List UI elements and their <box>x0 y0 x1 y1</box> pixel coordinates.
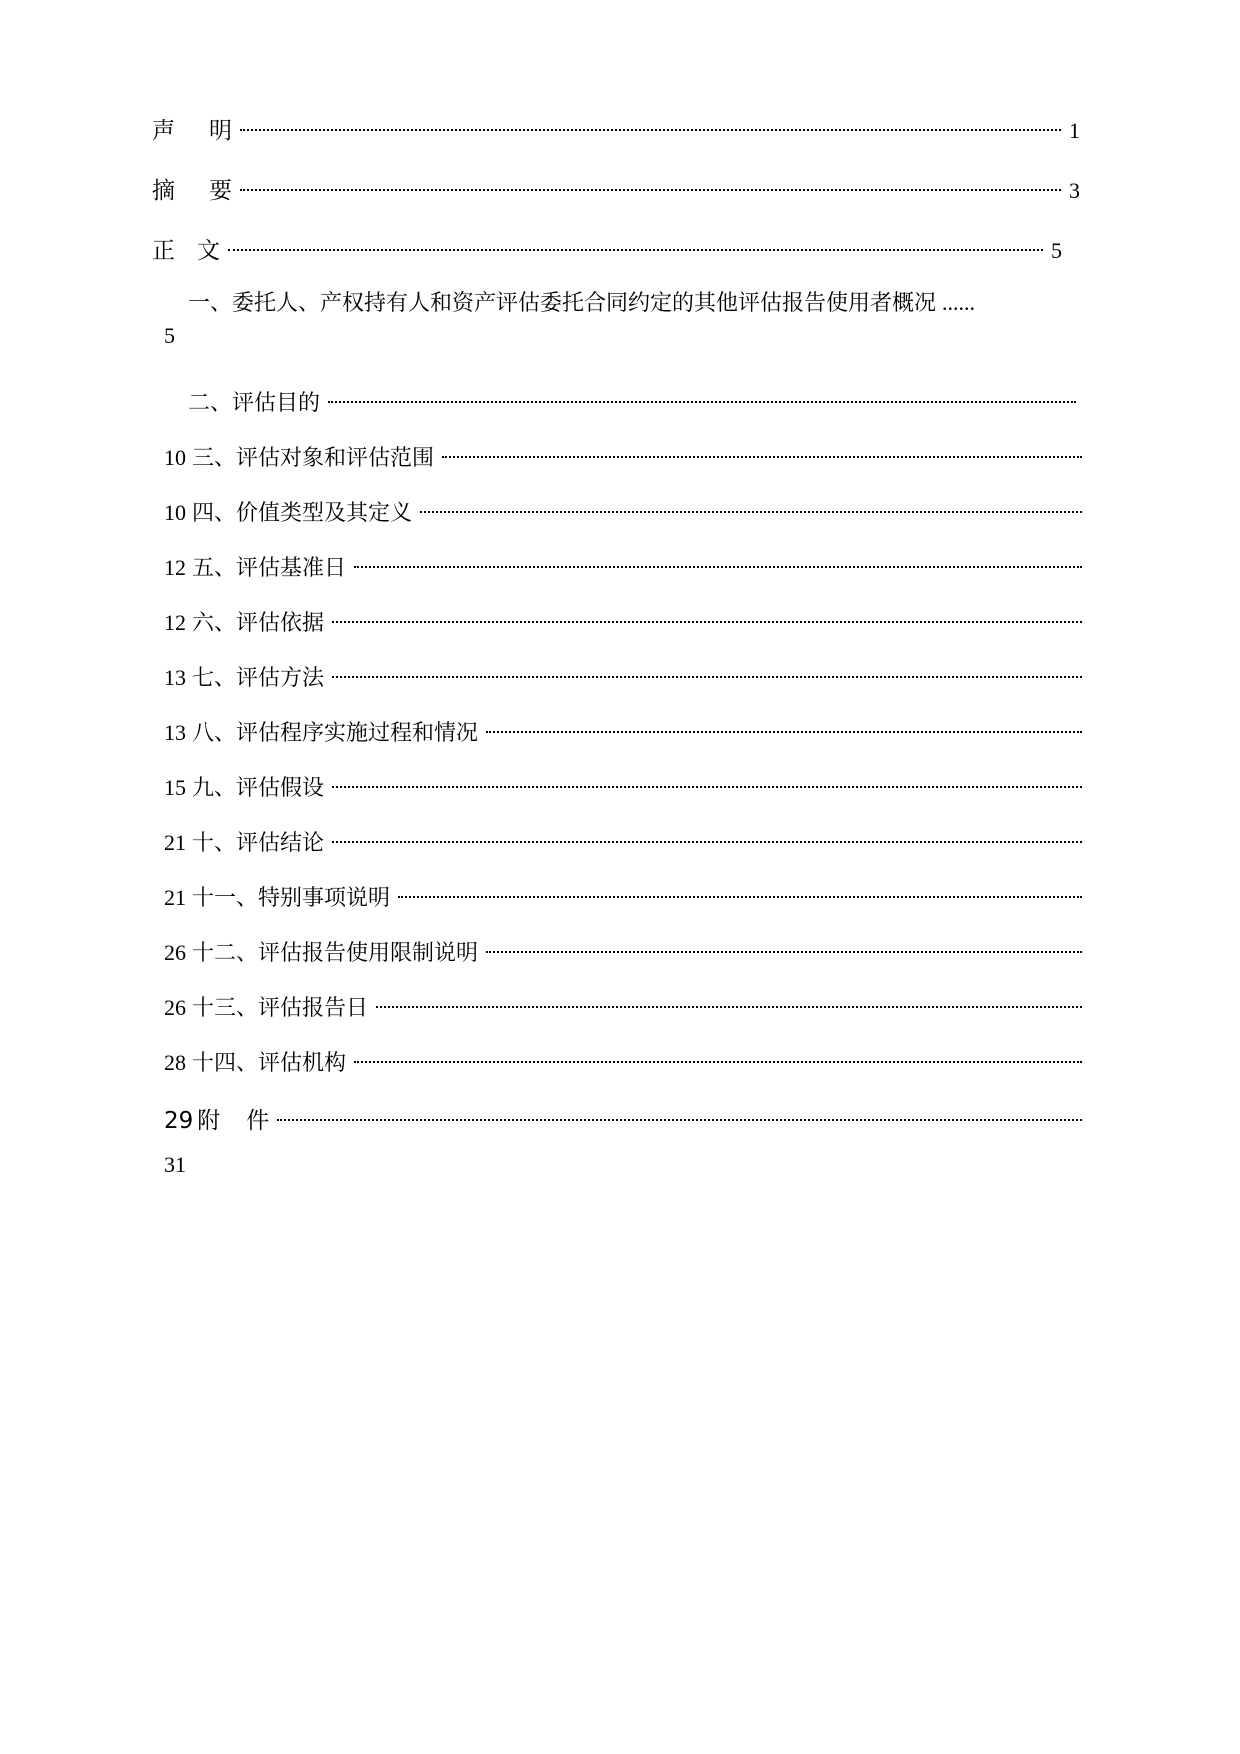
toc-previous-page-number: 10 <box>164 500 186 525</box>
toc-entry-label: 声 明 <box>152 118 232 144</box>
toc-entry-section-9[interactable] <box>164 765 1082 803</box>
toc-previous-page-number: 15 <box>164 775 186 800</box>
dot-leader <box>442 435 1082 465</box>
toc-entry-label: 十、评估结论 <box>192 830 325 855</box>
toc-previous-page-number: 26 <box>164 995 186 1020</box>
toc-entry-section-5[interactable] <box>164 545 1082 583</box>
dot-leader <box>420 490 1082 520</box>
toc-previous-page-number: 29 <box>164 1108 194 1134</box>
dot-leader <box>486 710 1082 740</box>
dot-leader <box>398 875 1082 905</box>
toc-entry-label: 四、价值类型及其定义 <box>192 500 413 525</box>
toc-previous-page-number: 12 <box>164 610 186 635</box>
toc-entry-statement[interactable] <box>152 108 1080 146</box>
toc-previous-page-number: 13 <box>164 720 186 745</box>
toc-entry-label: 十二、评估报告使用限制说明 <box>192 940 479 965</box>
toc-entry-section-13[interactable] <box>164 985 1082 1023</box>
dot-leader <box>228 228 1043 258</box>
toc-previous-page-number: 13 <box>164 665 186 690</box>
dot-leader <box>277 1098 1082 1128</box>
dot-leader <box>332 765 1082 795</box>
toc-entry-label: 十四、评估机构 <box>192 1050 347 1075</box>
toc-entry-label: 八、评估程序实施过程和情况 <box>192 720 479 745</box>
dot-leader <box>240 168 1061 198</box>
toc-entry-section-2[interactable] <box>188 380 1076 418</box>
dot-leader <box>328 380 1076 410</box>
dot-leader <box>354 545 1082 575</box>
toc-previous-page-number: 10 <box>164 445 186 470</box>
toc-entry-section-11[interactable] <box>164 875 1082 913</box>
toc-previous-page-number: 21 <box>164 830 186 855</box>
toc-previous-page-number: 26 <box>164 940 186 965</box>
toc-entry-section-10[interactable] <box>164 820 1082 858</box>
toc-entry-main-text[interactable] <box>152 228 1062 266</box>
toc-entry-label: 六、评估依据 <box>192 610 325 635</box>
toc-entry-appendix[interactable] <box>164 1098 1082 1136</box>
toc-wrapped-page-number: 31 <box>164 1152 186 1177</box>
toc-entry-section-14[interactable] <box>164 1040 1082 1078</box>
dot-leader: ...... <box>942 290 976 315</box>
toc-entry-section-4[interactable] <box>164 490 1082 528</box>
toc-entry-label: 正 文 <box>152 238 220 264</box>
dot-leader <box>332 820 1082 850</box>
dot-leader <box>486 930 1082 960</box>
toc-entry-label: 三、评估对象和评估范围 <box>192 445 435 470</box>
toc-entry-section-1[interactable] <box>188 288 1088 318</box>
toc-entry-section-3[interactable] <box>164 435 1082 473</box>
toc-entry-label: 十一、特别事项说明 <box>192 885 391 910</box>
dot-leader <box>332 600 1082 630</box>
toc-page-number: 1 <box>1069 118 1080 143</box>
toc-wrapped-page-number: 5 <box>164 323 175 348</box>
toc-entry-label: 五、评估基准日 <box>192 555 347 580</box>
toc-entry-label: 附 件 <box>197 1108 270 1134</box>
dot-leader <box>332 655 1082 685</box>
toc-entry-label: 摘 要 <box>152 178 232 204</box>
dot-leader <box>354 1040 1082 1070</box>
toc-entry-abstract[interactable] <box>152 168 1080 206</box>
toc-previous-page-number: 21 <box>164 885 186 910</box>
toc-previous-page-number: 12 <box>164 555 186 580</box>
toc-entry-label: 二、评估目的 <box>188 390 321 415</box>
toc-entry-section-8[interactable] <box>164 710 1082 748</box>
toc-previous-page-number: 28 <box>164 1050 186 1075</box>
toc-entry-label: 九、评估假设 <box>192 775 325 800</box>
toc-entry-label: 七、评估方法 <box>192 665 325 690</box>
toc-entry-label: 一、委托人、产权持有人和资产评估委托合同约定的其他评估报告使用者概况 <box>188 290 937 315</box>
toc-entry-section-7[interactable] <box>164 655 1082 693</box>
toc-page-number: 5 <box>1051 238 1062 263</box>
dot-leader <box>376 985 1082 1015</box>
toc-entry-label: 十三、评估报告日 <box>192 995 369 1020</box>
toc-entry-section-6[interactable] <box>164 600 1082 638</box>
dot-leader <box>240 108 1061 138</box>
toc-entry-section-12[interactable] <box>164 930 1082 968</box>
toc-page-number: 3 <box>1069 178 1080 203</box>
